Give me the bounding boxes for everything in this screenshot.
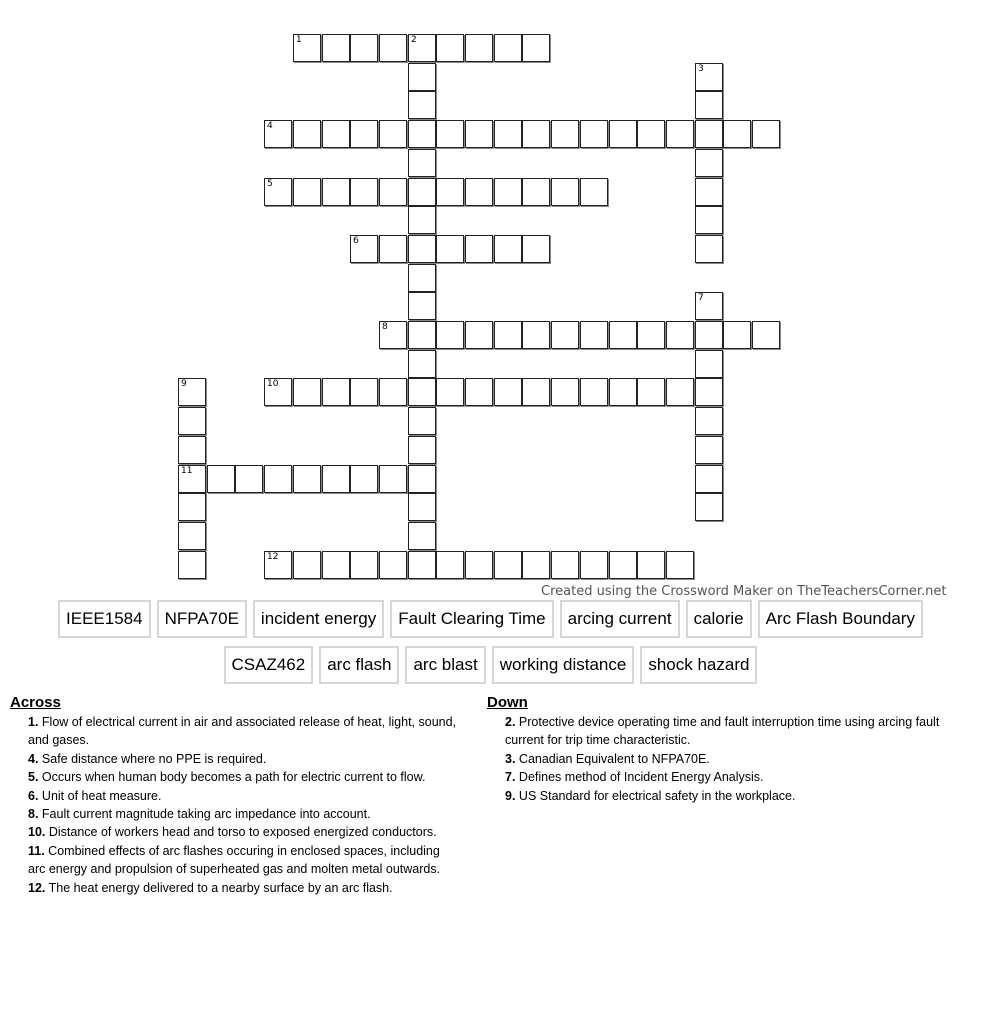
crossword-cell[interactable] — [465, 120, 493, 148]
crossword-cell[interactable] — [436, 178, 464, 206]
crossword-cell[interactable] — [465, 378, 493, 406]
word-bank-row-2 — [0, 646, 981, 684]
crossword-cell[interactable] — [522, 378, 550, 406]
crossword-cell[interactable] — [264, 378, 292, 406]
crossword-cell[interactable] — [465, 321, 493, 349]
crossword-cell[interactable] — [322, 465, 350, 493]
crossword-cell[interactable] — [379, 34, 407, 62]
crossword-cell[interactable] — [609, 120, 637, 148]
crossword-cell[interactable] — [609, 378, 637, 406]
clue-across-6: 6. Unit of heat measure. — [28, 788, 162, 803]
clue-across-1: 1. Flow of electrical current in air and associated release of heat, light, sound, and gases. — [28, 715, 457, 748]
crossword-cell[interactable] — [436, 321, 464, 349]
crossword-cell[interactable] — [752, 120, 780, 148]
crossword-cell[interactable] — [408, 206, 436, 234]
crossword-cell[interactable] — [408, 407, 436, 435]
crossword-cell[interactable] — [350, 551, 378, 579]
crossword-cell[interactable] — [494, 120, 522, 148]
crossword-cell[interactable] — [350, 465, 378, 493]
crossword-cell[interactable] — [695, 91, 723, 119]
crossword-cell[interactable] — [436, 235, 464, 263]
crossword-cell[interactable] — [695, 436, 723, 464]
crossword-cell[interactable] — [695, 206, 723, 234]
crossword-cell[interactable] — [379, 465, 407, 493]
crossword-cell[interactable] — [465, 178, 493, 206]
crossword-cell[interactable] — [666, 378, 694, 406]
word-bank — [0, 597, 981, 684]
crossword-cell[interactable] — [522, 178, 550, 206]
word-bank-item: shock hazard — [640, 646, 757, 684]
crossword-cell[interactable] — [322, 34, 350, 62]
crossword-cell[interactable] — [522, 321, 550, 349]
crossword-cell[interactable] — [293, 34, 321, 62]
crossword-cell[interactable] — [723, 321, 751, 349]
crossword-cell[interactable] — [637, 321, 665, 349]
crossword-cell[interactable] — [580, 178, 608, 206]
crossword-cell[interactable] — [350, 178, 378, 206]
crossword-cell[interactable] — [178, 551, 206, 579]
crossword-cell[interactable] — [637, 120, 665, 148]
crossword-cell[interactable] — [695, 63, 723, 91]
crossword-cell[interactable] — [379, 235, 407, 263]
crossword-cell[interactable] — [408, 350, 436, 378]
crossword-cell[interactable] — [494, 321, 522, 349]
crossword-cell[interactable] — [293, 378, 321, 406]
crossword-cell[interactable] — [695, 350, 723, 378]
crossword-cell[interactable] — [408, 178, 436, 206]
clue-down-7: 7. Defines method of Incident Energy Analysis. — [505, 770, 764, 785]
word-bank-item: arc flash — [319, 646, 399, 684]
crossword-cell[interactable] — [436, 120, 464, 148]
clue-number: 12 — [267, 552, 279, 562]
clue-number: 6 — [353, 236, 359, 246]
word-bank-item: Fault Clearing Time — [390, 600, 553, 638]
crossword-cell[interactable] — [178, 493, 206, 521]
crossword-cell[interactable] — [379, 321, 407, 349]
clue-across-11: 11. Combined effects of arc flashes occuring in enclosed spaces, including arc energy and propulsion of superheated gas and molten metal outwards. — [28, 843, 441, 877]
word-bank-item: CSAZ462 — [224, 646, 314, 684]
clue-number: 4 — [267, 121, 273, 131]
crossword-cell[interactable] — [293, 465, 321, 493]
word-bank-item: working distance — [492, 646, 635, 684]
crossword-cell[interactable] — [178, 522, 206, 550]
clue-down-2: 2. Protective device operating time and fault interruption time using arcing fault current for trip time characteristic. — [505, 715, 940, 748]
clue-number: 2 — [411, 35, 417, 45]
crossword-cell[interactable] — [522, 34, 550, 62]
clue-across-12: 12. The heat energy delivered to a nearby surface by an arc flash. — [28, 880, 393, 895]
crossword-cell[interactable] — [695, 321, 723, 349]
crossword-cell[interactable] — [408, 149, 436, 177]
clue-number: 5 — [267, 179, 273, 189]
crossword-cell[interactable] — [264, 178, 292, 206]
crossword-cell[interactable] — [350, 378, 378, 406]
crossword-cell[interactable] — [293, 551, 321, 579]
crossword-cell[interactable] — [551, 120, 579, 148]
crossword-cell[interactable] — [436, 378, 464, 406]
crossword-cell[interactable] — [494, 235, 522, 263]
crossword-cell[interactable] — [580, 378, 608, 406]
crossword-cell[interactable] — [695, 235, 723, 263]
crossword-cell[interactable] — [695, 493, 723, 521]
crossword-cell[interactable] — [408, 63, 436, 91]
crossword-cell[interactable] — [723, 120, 751, 148]
clue-across-5: 5. Occurs when human body becomes a path for electric current to flow. — [28, 770, 426, 785]
crossword-cell[interactable] — [666, 321, 694, 349]
crossword-cell[interactable] — [178, 465, 206, 493]
credit-text: Created using the Crossword Maker on TheTeachersCorner.net — [541, 584, 947, 599]
crossword-cell[interactable] — [522, 235, 550, 263]
crossword-cell[interactable] — [465, 34, 493, 62]
crossword-cell[interactable] — [408, 91, 436, 119]
crossword-cell[interactable] — [264, 120, 292, 148]
crossword-cell[interactable] — [379, 551, 407, 579]
crossword-cell[interactable] — [666, 551, 694, 579]
clue-number: 1 — [296, 35, 302, 45]
crossword-cell[interactable] — [695, 149, 723, 177]
crossword-cell[interactable] — [350, 34, 378, 62]
word-bank-row-1 — [0, 600, 981, 638]
clue-number: 10 — [267, 379, 279, 389]
crossword-cell[interactable] — [408, 321, 436, 349]
crossword-cell[interactable] — [264, 465, 292, 493]
crossword-cell[interactable] — [494, 551, 522, 579]
crossword-cell[interactable] — [235, 465, 263, 493]
crossword-cell[interactable] — [695, 465, 723, 493]
crossword-cell[interactable] — [436, 551, 464, 579]
crossword-cell[interactable] — [408, 378, 436, 406]
crossword-cell[interactable] — [695, 120, 723, 148]
crossword-cell[interactable] — [264, 551, 292, 579]
crossword-cell[interactable] — [637, 378, 665, 406]
clue-across-4: 4. Safe distance where no PPE is required. — [28, 751, 267, 766]
crossword-cell[interactable] — [609, 321, 637, 349]
crossword-cell[interactable] — [551, 178, 579, 206]
crossword-cell[interactable] — [379, 178, 407, 206]
crossword-cell[interactable] — [408, 34, 436, 62]
crossword-cell[interactable] — [695, 178, 723, 206]
clue-number: 3 — [698, 64, 704, 74]
word-bank-item: arcing current — [560, 600, 680, 638]
crossword-cell[interactable] — [637, 551, 665, 579]
clue-number: 9 — [181, 379, 187, 389]
crossword-cell[interactable] — [551, 551, 579, 579]
crossword-cell[interactable] — [178, 407, 206, 435]
down-heading: Down — [487, 694, 528, 711]
crossword-cell[interactable] — [350, 120, 378, 148]
crossword-cell[interactable] — [695, 407, 723, 435]
crossword-cell[interactable] — [207, 465, 235, 493]
crossword-cell[interactable] — [494, 178, 522, 206]
word-bank-item: incident energy — [253, 600, 384, 638]
crossword-cell[interactable] — [522, 551, 550, 579]
crossword-cell[interactable] — [408, 465, 436, 493]
crossword-cell[interactable] — [350, 235, 378, 263]
clue-number: 7 — [698, 293, 704, 303]
crossword-cell[interactable] — [522, 120, 550, 148]
crossword-cell[interactable] — [293, 178, 321, 206]
crossword-cell[interactable] — [408, 264, 436, 292]
crossword-cell[interactable] — [408, 551, 436, 579]
crossword-cell[interactable] — [408, 493, 436, 521]
crossword-cell[interactable] — [580, 551, 608, 579]
down-clues — [487, 694, 947, 805]
crossword-cell[interactable] — [695, 292, 723, 320]
crossword-cell[interactable] — [408, 522, 436, 550]
crossword-cell[interactable] — [465, 551, 493, 579]
crossword-cell[interactable] — [408, 292, 436, 320]
crossword-cell[interactable] — [551, 321, 579, 349]
crossword-cell[interactable] — [178, 378, 206, 406]
clue-number: 8 — [382, 322, 388, 332]
word-bank-item: arc blast — [405, 646, 485, 684]
word-bank-item: Arc Flash Boundary — [758, 600, 923, 638]
across-clues — [10, 694, 460, 897]
clue-number: 11 — [181, 466, 193, 476]
clue-down-3: 3. Canadian Equivalent to NFPA70E. — [505, 751, 710, 766]
word-bank-item: IEEE1584 — [58, 600, 151, 638]
crossword-cell[interactable] — [408, 120, 436, 148]
crossword-cell[interactable] — [580, 321, 608, 349]
clue-down-9: 9. US Standard for electrical safety in the workplace. — [505, 788, 796, 803]
crossword-cell[interactable] — [379, 120, 407, 148]
crossword-cell[interactable] — [322, 178, 350, 206]
crossword-cell[interactable] — [322, 378, 350, 406]
crossword-cell[interactable] — [178, 436, 206, 464]
crossword-cell[interactable] — [436, 34, 464, 62]
crossword-cell[interactable] — [752, 321, 780, 349]
crossword-cell[interactable] — [580, 120, 608, 148]
crossword-cell[interactable] — [408, 235, 436, 263]
crossword-cell[interactable] — [379, 378, 407, 406]
crossword-cell[interactable] — [551, 378, 579, 406]
word-bank-item: calorie — [686, 600, 752, 638]
word-bank-item: NFPA70E — [157, 600, 247, 638]
clue-across-10: 10. Distance of workers head and torso to exposed energized conductors. — [28, 825, 437, 840]
crossword-cell[interactable] — [666, 120, 694, 148]
across-heading: Across — [10, 694, 61, 711]
crossword-cell[interactable] — [695, 378, 723, 406]
crossword-cell[interactable] — [322, 551, 350, 579]
crossword-cell[interactable] — [494, 34, 522, 62]
crossword-cell[interactable] — [494, 378, 522, 406]
clue-across-8: 8. Fault current magnitude taking arc impedance into account. — [28, 807, 371, 822]
crossword-cell[interactable] — [609, 551, 637, 579]
crossword-cell[interactable] — [322, 120, 350, 148]
crossword-cell[interactable] — [408, 436, 436, 464]
crossword-cell[interactable] — [293, 120, 321, 148]
crossword-cell[interactable] — [465, 235, 493, 263]
